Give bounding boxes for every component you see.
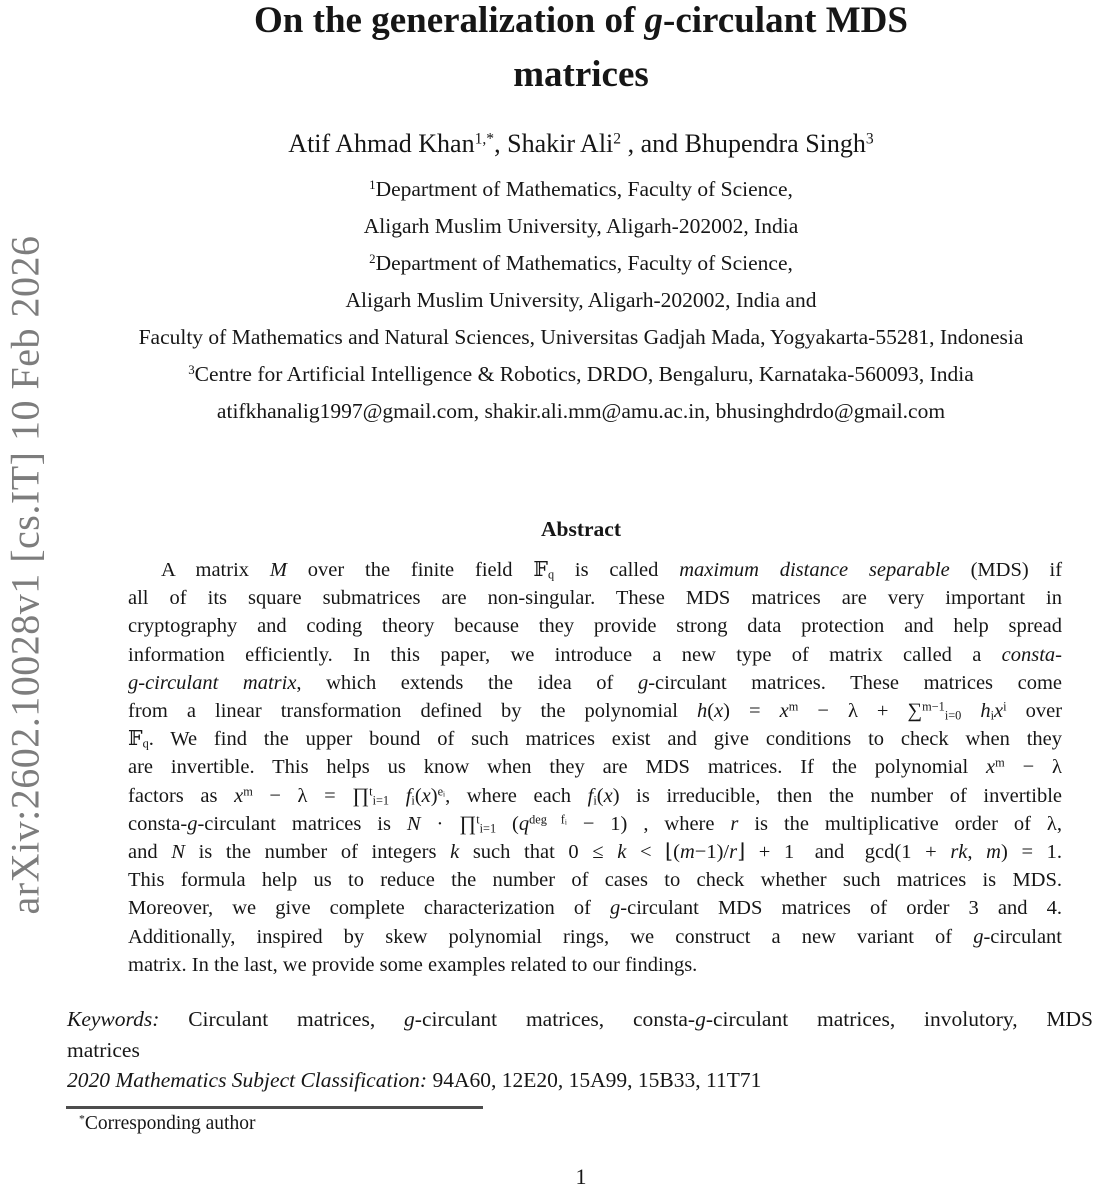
abstract-heading: Abstract	[540, 517, 621, 541]
abstract-line: Additionally, inspired by skew polynomial rings, we construct a new variant of g-circulant	[128, 925, 1062, 948]
author-line: Atif Ahmad Khan$^{1,*}$, Shakir Ali$^2$ , and Bhupendra Singh$^3$	[288, 129, 874, 158]
affiliation-line: Aligarh Muslim University, Aligarh-202002, India and	[345, 288, 817, 312]
paper-title-line2: matrices	[513, 54, 649, 95]
affiliation-line: $^3$Centre for Artificial Intelligence & Robotics, DRDO, Bengaluru, Karnataka-560093, India	[188, 362, 974, 386]
paper-title	[36, 0, 1099, 102]
affiliation-line: Faculty of Mathematics and Natural Sciences, Universitas Gadjah Mada, Yogyakarta-55281, Indonesia	[138, 325, 1024, 349]
page-number: 1	[575, 1164, 587, 1189]
abstract-line: A matrix M over the finite field 𝔽$_q$ is called maximum distance separable (MDS) if	[161, 559, 1063, 582]
affiliations-block	[18, 171, 1099, 430]
paper-title-line1: On the generalization of g-circulant MDS	[254, 0, 908, 41]
abstract-body	[128, 556, 1062, 979]
abstract-line: factors as $x^m - \lambda$ = ∏$^t_{i=1}$ $f_i(x)^{eᵢ}$, where each $f_i(x)$ is irreducible, then the number of invertible	[128, 783, 1062, 808]
abstract-line: g-circulant matrix, which extends the idea of g-circulant matrices. These matrices come	[128, 671, 1062, 694]
abstract-line: all of its square submatrices are non-singular. These MDS matrices are very important in	[128, 587, 1062, 610]
footnote-text: *Corresponding author	[79, 1112, 256, 1134]
affiliation-line: $^2$Department of Mathematics, Faculty of Science,	[369, 251, 793, 275]
abstract-line: and N is the number of integers k such that 0 ≤ k < ⌊(m−1)/r⌋ + 1 and gcd(1 + rk, m) = 1.	[128, 841, 1063, 864]
abstract-line: Moreover, we give complete characterization of g-circulant MDS matrices of order 3 and 4.	[128, 897, 1062, 920]
email-line: atifkhanalig1997@gmail.com, shakir.ali.mm@amu.ac.in, bhusinghdrdo@gmail.com	[216, 399, 946, 423]
abstract-line: information efficiently. In this paper, we introduce a new type of matrix called a consta-	[128, 643, 1062, 666]
abstract-line: This formula help us to reduce the number of cases to check whether such matrices is MDS.	[128, 869, 1062, 892]
keywords-line2: matrices	[67, 1037, 140, 1062]
abstract-line: consta-g-circulant matrices is N · ∏$^t_{i=1}$ $(q^{deg fᵢ} - 1)$ , where r is the multiplicative order of λ,	[128, 812, 1062, 836]
abstract-line: cryptography and coding theory because they provide strong data protection and help spread	[128, 615, 1062, 638]
abstract-line: are invertible. This helps us know when they are MDS matrices. If the polynomial $x^m - \lambda$	[128, 755, 1062, 779]
abstract-line: from a linear transformation defined by the polynomial $h(x) = x^m - \lambda + \sum^{m-1}_{i=0}$ $h_ix^i$ over	[128, 699, 1063, 723]
keywords-line1: Keywords: Circulant matrices, g-circulant matrices, consta-g-circulant matrices, involutory, MDS	[67, 1007, 1093, 1031]
abstract-line: matrix. In the last, we provide some examples related to our findings.	[128, 953, 698, 976]
footnote-rule	[66, 1106, 483, 1109]
affiliation-line: $^1$Department of Mathematics, Faculty of Science,	[369, 177, 793, 201]
keywords-block	[67, 1004, 1093, 1096]
msc-line: 2020 Mathematics Subject Classification: 94A60, 12E20, 15A99, 15B33, 11T71	[67, 1068, 762, 1092]
arxiv-watermark: arXiv:2602.10028v1 [cs.IT] 10 Feb 2026	[2, 235, 48, 915]
affiliation-line: Aligarh Muslim University, Aligarh-202002, India	[363, 214, 799, 238]
abstract-line: 𝔽$_q$. We find the upper bound of such matrices exist and give conditions to check when they	[128, 728, 1062, 751]
